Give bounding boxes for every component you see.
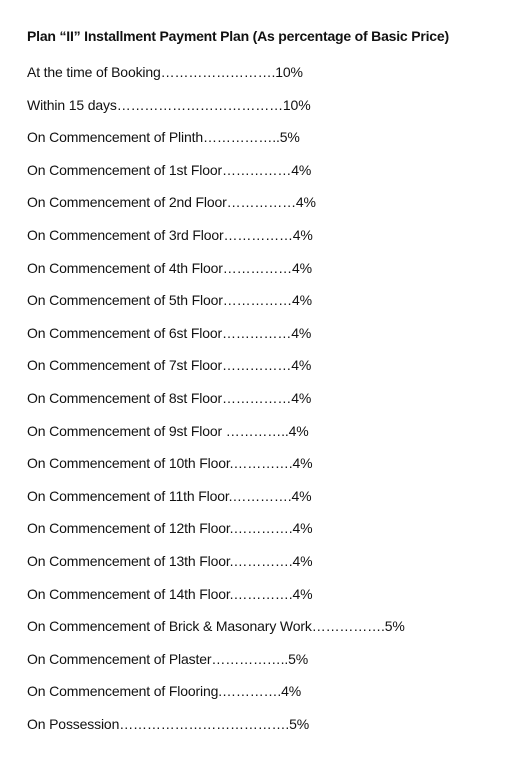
installment-line: Within 15 days………………………………10% bbox=[27, 96, 311, 113]
installment-line: On Commencement of 7st Floor……………4% bbox=[27, 357, 312, 374]
document-title: Plan “II” Installment Payment Plan (As percentage of Basic Price) bbox=[27, 28, 449, 44]
installment-line: At the time of Booking…………………….10% bbox=[27, 64, 303, 80]
installment-line: On Commencement of Brick & Masonary Work…………….5% bbox=[27, 618, 405, 635]
installment-line: On Commencement of 13th Floor.………….4% bbox=[27, 552, 313, 569]
installment-line: On Commencement of 9st Floor …………..4% bbox=[27, 422, 309, 439]
installment-line: On Commencement of Plinth……………..5% bbox=[27, 129, 300, 146]
installment-line: On Commencement of 14th Floor.………….4% bbox=[27, 585, 313, 602]
installment-line: On Commencement of Plaster……………..5% bbox=[27, 650, 309, 667]
installment-line: On Commencement of Flooring.………….4% bbox=[27, 683, 302, 700]
installment-line: On Commencement of 11th Floor.………….4% bbox=[27, 487, 312, 504]
installment-line: On Commencement of 6st Floor……………4% bbox=[27, 324, 312, 341]
installment-line: On Possession……………………………….5% bbox=[27, 715, 310, 732]
installment-line: On Commencement of 1st Floor……………4% bbox=[27, 161, 312, 178]
installment-line: On Commencement of 10th Floor.………….4% bbox=[27, 455, 313, 472]
installment-line: On Commencement of 2nd Floor……………4% bbox=[27, 194, 316, 211]
installment-list bbox=[27, 62, 405, 746]
installment-line: On Commencement of 4th Floor……………4% bbox=[27, 259, 312, 276]
installment-line: On Commencement of 3rd Floor……………4% bbox=[27, 226, 313, 243]
installment-line: On Commencement of 12th Floor.………….4% bbox=[27, 520, 313, 537]
installment-line: On Commencement of 5th Floor……………4% bbox=[27, 292, 312, 309]
installment-line: On Commencement of 8st Floor……………4% bbox=[27, 389, 312, 406]
